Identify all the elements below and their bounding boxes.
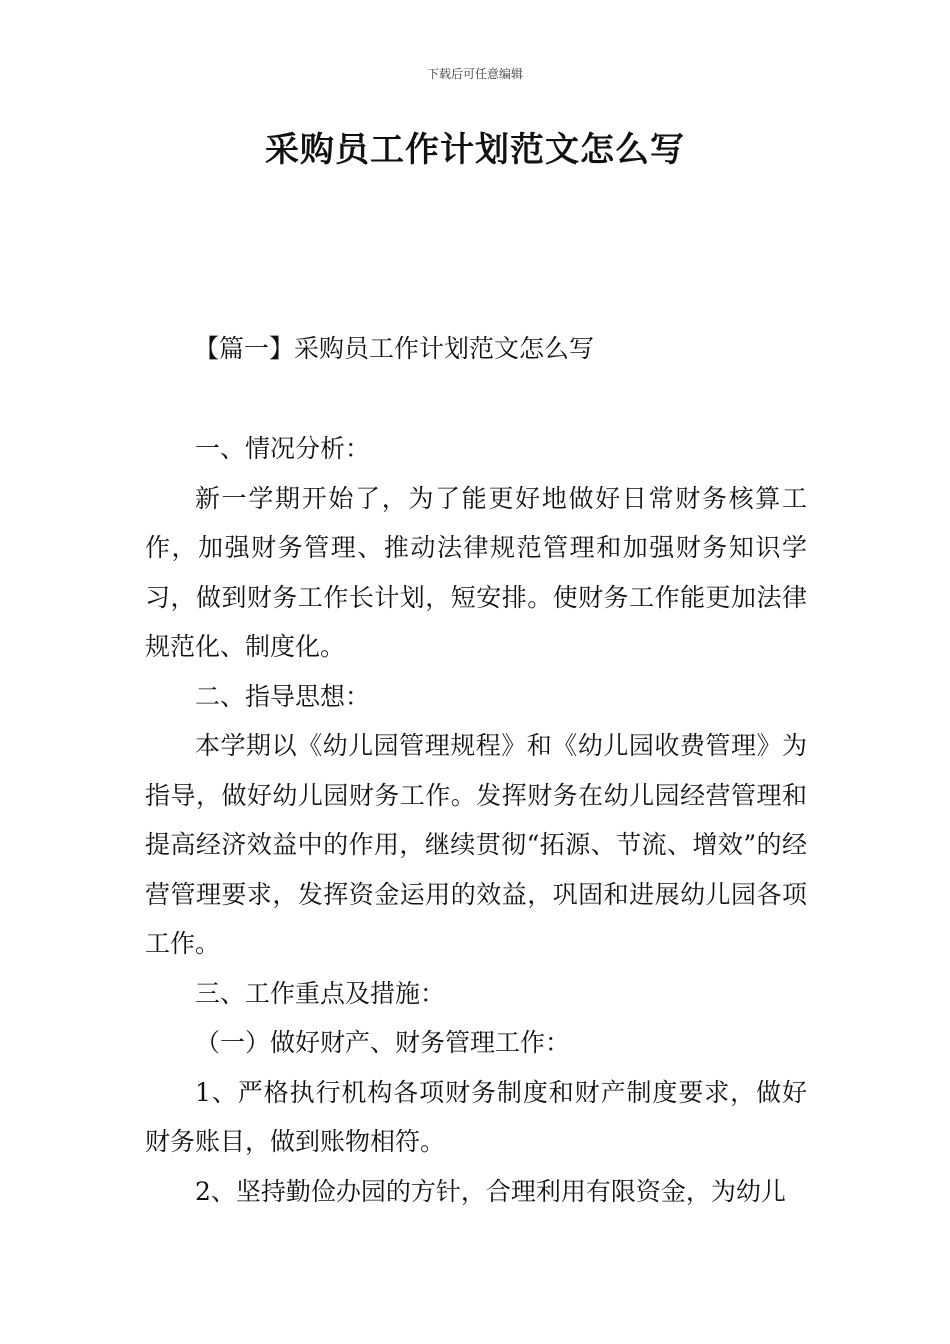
- document-title: 采购员工作计划范文怎么写: [265, 130, 685, 170]
- header-note: 下载后可任意编辑: [426, 67, 523, 81]
- heading-work-focus: 三、工作重点及措施：: [195, 978, 446, 1008]
- list-item: 2、坚持勤俭办园的方针，合理利用有限资金，为幼儿: [195, 1176, 786, 1206]
- heading-situation-analysis: 一、情况分析：: [195, 434, 371, 463]
- paragraph: 本学期以《幼儿园管理规程》和《幼儿园收费管理》为指导，做好幼儿园财务工作。发挥财务在幼儿园经营管理和提高经济效益中的作用，继续贯彻“拓源、节流、增效”的经营管理要求，发挥资金运用的效益，巩固和进展幼儿园各项工作。: [145, 731, 807, 958]
- document-body: [145, 424, 807, 1216]
- heading-guiding-thought: 二、指导思想：: [195, 681, 371, 711]
- section-title: 【篇一】采购员工作计划范文怎么写: [194, 334, 595, 363]
- paragraph: 新一学期开始了，为了能更好地做好日常财务核算工作，加强财务管理、推动法律规范管理和加强财务知识学习，做到财务工作长计划，短安排。使财务工作能更加法律规范化、制度化。: [145, 483, 807, 661]
- list-item: 1、严格执行机构各项财务制度和财产制度要求，做好财务账目，做到账物相符。: [145, 1077, 807, 1156]
- subheading: （一）做好财产、财务管理工作：: [195, 1028, 571, 1057]
